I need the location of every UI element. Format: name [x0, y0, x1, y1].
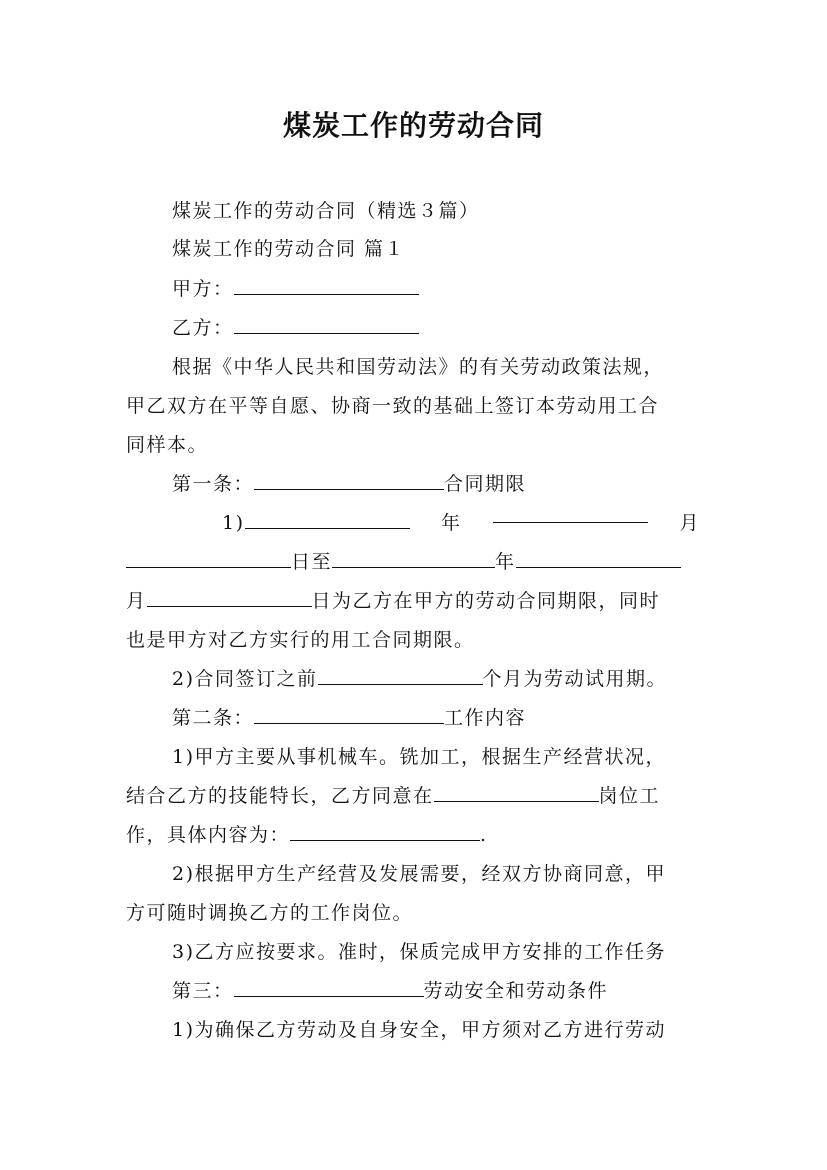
blank-field: [332, 549, 495, 568]
blank-field: [254, 471, 444, 490]
text-line: 也是甲方对乙方实行的用工合同期限。: [126, 629, 475, 651]
text-span: 作，具体内容为：: [126, 824, 291, 846]
blank-field: [147, 588, 312, 607]
text-span: 第一条：: [172, 473, 255, 495]
blank-field: [516, 549, 681, 568]
blank-field: [234, 315, 419, 334]
blank-field: [318, 666, 483, 685]
date-range-line: [126, 582, 706, 621]
text-span: 岗位工: [598, 785, 661, 807]
text-line: 1)为确保乙方劳动及自身安全，甲方须对乙方进行劳动: [172, 1019, 667, 1041]
text-span: 第三：: [172, 980, 234, 1002]
text-span: 年: [441, 512, 462, 534]
text-line: 煤炭工作的劳动合同（精选３篇）: [172, 200, 480, 222]
text-line: 1)甲方主要从事机械车。铣加工，根据生产经营状况，: [172, 746, 667, 768]
date-range-line: [222, 504, 802, 543]
document-title: 煤炭工作的劳动合同: [282, 109, 544, 142]
article-3-heading: [172, 972, 752, 1011]
blank-field: [254, 705, 444, 724]
text-span: 结合乙方的技能特长，乙方同意在: [126, 785, 434, 807]
text-span: 工作内容: [444, 707, 527, 729]
blank-field: [290, 822, 480, 841]
text-span: 1): [222, 512, 245, 534]
party-b-label: 乙方：: [172, 317, 234, 339]
text-line: 3)乙方应按要求。准时，保质完成甲方安排的工作任务: [172, 941, 667, 963]
text-line: 同样本。: [126, 434, 209, 456]
blank-field: [493, 504, 648, 523]
text-line: 根据《中华人民共和国劳动法》的有关劳动政策法规，: [172, 356, 665, 378]
party-a-line: [172, 270, 752, 309]
text-span: 日至: [291, 551, 333, 573]
text-line: 甲乙双方在平等自愿、协商一致的基础上签订本劳动用工合: [126, 395, 660, 417]
text-span: 劳动安全和劳动条件: [423, 980, 609, 1002]
date-part: [222, 504, 410, 543]
blank-field: [245, 510, 410, 529]
text-span: 2)合同签订之前: [172, 668, 318, 690]
text-span: 日为乙方在甲方的劳动合同期限，同时: [311, 590, 661, 612]
date-range-line: [126, 543, 706, 582]
text-span: 第二条：: [172, 707, 255, 729]
article-2-heading: [172, 699, 752, 738]
text-line: 2)根据甲方生产经营及发展需要，经双方协商同意，甲: [172, 863, 667, 885]
blank-field: [234, 276, 419, 295]
text-span: 年: [495, 551, 516, 573]
blank-field: [126, 549, 291, 568]
blank-field: [234, 978, 424, 997]
probation-line: [172, 660, 752, 699]
text-span: 合同期限: [444, 473, 527, 495]
article-1-heading: [172, 465, 752, 504]
text-span: .: [480, 824, 488, 846]
text-span: 月: [679, 512, 700, 534]
party-b-line: [172, 309, 752, 348]
party-a-label: 甲方：: [172, 278, 234, 300]
work-content-line: [126, 816, 706, 855]
text-line: 煤炭工作的劳动合同 篇１: [172, 238, 406, 260]
text-line: 方可随时调换乙方的工作岗位。: [126, 902, 414, 924]
text-span: 月: [126, 590, 147, 612]
blank-field: [434, 783, 599, 802]
text-span: 个月为劳动试用期。: [482, 668, 668, 690]
post-line: [126, 777, 706, 816]
